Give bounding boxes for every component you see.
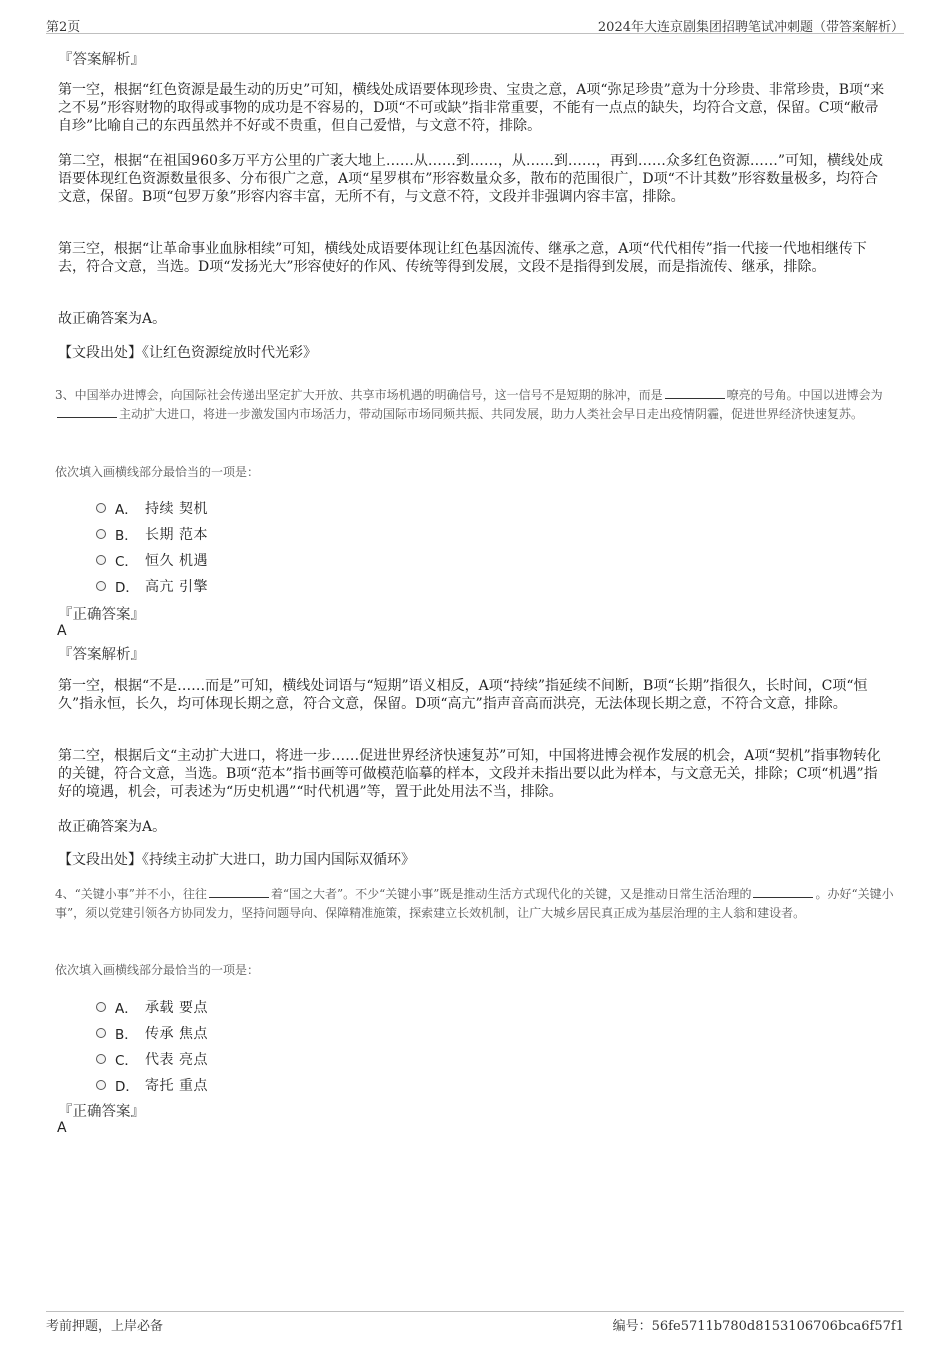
q3-source: 【文段出处】《持续主动扩大进口，助力国内国际双循环》 bbox=[58, 852, 415, 868]
q2-analysis-p1: 第一空，根据“红色资源是最生动的历史”可知，横线处成语要体现珍贵、宝贵之意，A项“弥足珍贵”意为十分珍贵、非常珍贵，B项“来之不易”形容财物的取得或事物的成功是不容易的，D项“不可或缺”指非常重要，不能有一点点的缺失，均符合文意，保留。C项“敝帚自珍”比喻自己的东西虽然并不好或不贵重，但自己爱惜，与文意不符，排除。 bbox=[58, 82, 885, 134]
q4-correct-answer: A bbox=[57, 1120, 67, 1136]
q3-analysis-label: 『答案解析』 bbox=[58, 647, 145, 663]
q4-blank-1 bbox=[209, 886, 269, 898]
radio-icon[interactable] bbox=[96, 555, 106, 565]
radio-icon[interactable] bbox=[96, 1028, 106, 1038]
q4-stem: 4、“关键小事”并不小，往往 着“国之大者”。不少“关键小事”既是推动生活方式现代化的关键，又是推动日常生活治理的 。办好“关键小事”，须以党建引领各方协同发力，坚持问题导向、保障精准施策，探索建立长效机制，让广大城乡居民真正成为基层治理的主人翁和建设者。 bbox=[55, 887, 894, 920]
radio-icon[interactable] bbox=[96, 581, 106, 591]
q3-blank-1 bbox=[665, 387, 725, 399]
page-number: 第2页 bbox=[46, 20, 81, 35]
q4-prompt: 依次填入画横线部分最恰当的一项是： bbox=[55, 963, 260, 977]
radio-icon[interactable] bbox=[96, 1002, 106, 1012]
q3-stem: 3、中国举办进博会，向国际社会传递出坚定扩大开放、共享市场机遇的明确信号，这一信号不是短期的脉冲，而是 嘹亮的号角。中国以进博会为主动扩大进口，将进一步激发国内市场活力，带动国际市场同频共振、共同发展，助力人类社会早日走出疫情阴霾，促进世界经济快速复苏。 bbox=[55, 388, 883, 421]
q3-correct-label: 『正确答案』 bbox=[58, 607, 145, 623]
q3-analysis-p1: 第一空，根据“不是……而是”可知，横线处词语与“短期”语义相反，A项“持续”指延续不间断，B项“长期”指很久，长时间，C项“恒久”指永恒，长久，均可体现长期之意，符合文意，保留。D项“高亢”指声音高而洪亮，无法体现长期之意，不符合文意，排除。 bbox=[58, 678, 868, 712]
q3-conclusion: 故正确答案为A。 bbox=[58, 819, 167, 835]
q4-correct-label: 『正确答案』 bbox=[58, 1104, 145, 1120]
page-footer bbox=[46, 1311, 904, 1333]
page-header bbox=[46, 14, 904, 34]
q3-analysis-p2: 第二空，根据后文“主动扩大进口，将进一步……促进世界经济快速复苏”可知，中国将进博会视作发展的机会，A项“契机”指事物转化的关键，符合文意，当选。B项“范本”指书画等可做模范临摹的样本，文段并未指出要以此为样本，与文意无关，排除；C项“机遇”指好的境遇，机会，可表述为“历史机遇”“时代机遇”等，置于此处用法不当，排除。 bbox=[58, 748, 881, 800]
radio-icon[interactable] bbox=[96, 529, 106, 539]
radio-icon[interactable] bbox=[96, 1080, 106, 1090]
q3-blank-2 bbox=[57, 406, 117, 418]
q3-prompt: 依次填入画横线部分最恰当的一项是： bbox=[55, 465, 260, 479]
q2-source: 【文段出处】《让红色资源绽放时代光彩》 bbox=[58, 345, 317, 361]
q2-analysis-p3: 第三空，根据“让革命事业血脉相续”可知，横线处成语要体现让红色基因流传、继承之意，A项“代代相传”指一代接一代地相继传下去，符合文意，当选。D项“发扬光大”形容使好的作风、传统等得到发展，文段不是指得到发展，而是指流传、继承，排除。 bbox=[58, 241, 867, 275]
footer-slogan: 考前押题，上岸必备 bbox=[46, 1319, 164, 1334]
document-code: 编号：56fe5711b780d8153106706bca6f57f1 bbox=[612, 1319, 904, 1334]
q4-blank-2 bbox=[753, 886, 813, 898]
q2-conclusion: 故正确答案为A。 bbox=[58, 311, 167, 327]
q3-correct-answer: A bbox=[57, 623, 67, 639]
radio-icon[interactable] bbox=[96, 1054, 106, 1064]
radio-icon[interactable] bbox=[96, 503, 106, 513]
document-title: 2024年大连京剧集团招聘笔试冲刺题（带答案解析） bbox=[597, 20, 904, 35]
q2-analysis-label: 『答案解析』 bbox=[58, 52, 145, 68]
q2-analysis-p2: 第二空，根据“在祖国960多万平方公里的广袤大地上……从……到……，从……到……，再到……众多红色资源……”可知，横线处成语要体现红色资源数量很多、分布很广之意，A项“星罗棋布”形容数量众多，散布的范围很广，D项“不计其数”形容数量极多，均符合文意，保留。B项“包罗万象”形容内容丰富，无所不有，与文意不符，文段并非强调内容丰富，排除。 bbox=[58, 153, 884, 205]
